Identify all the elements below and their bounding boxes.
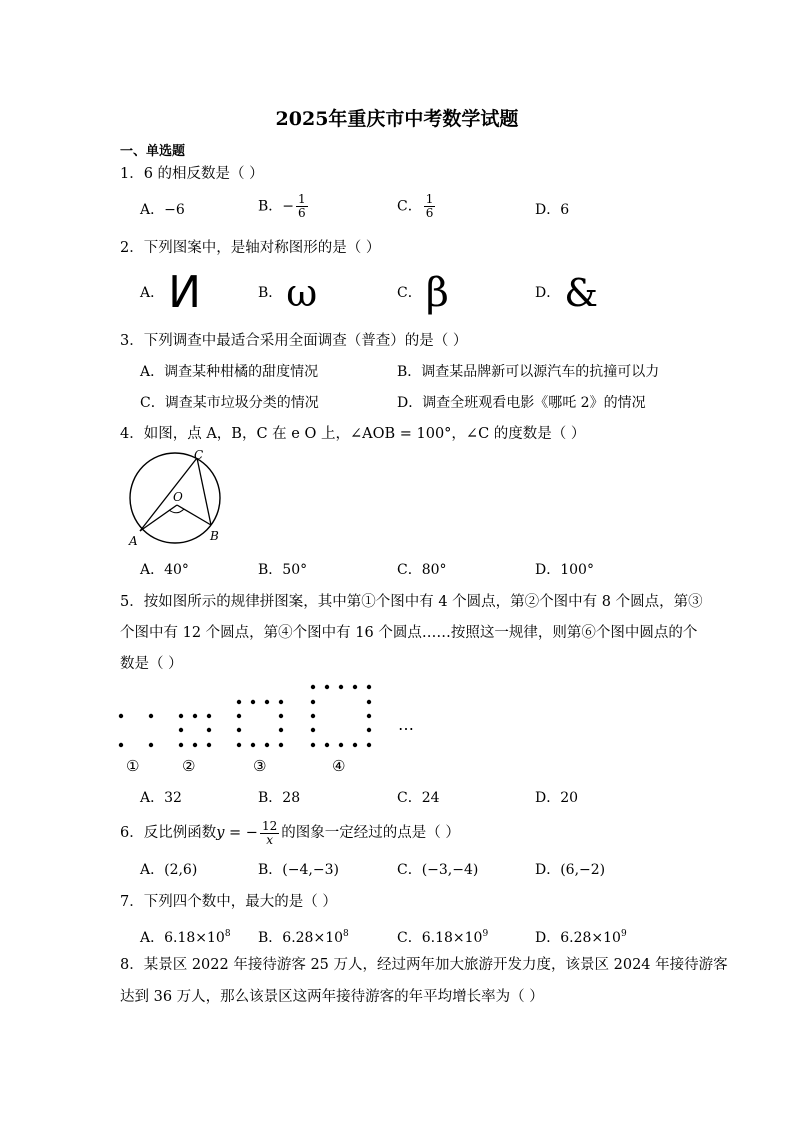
- segment-ob: [177, 505, 211, 525]
- dot: [193, 714, 197, 718]
- q5-option-d: D．20: [535, 790, 579, 806]
- dot: [279, 714, 283, 718]
- q1-option-c-prefix: C．: [397, 198, 422, 215]
- fraction-numerator: 1: [425, 192, 434, 206]
- q4-option-c: C．80°: [397, 562, 447, 578]
- dot-pattern-figure: [110, 680, 430, 755]
- q1-option-c: [397, 193, 437, 220]
- q3-option-c: C．调查某市垃圾分类的情况: [140, 395, 319, 411]
- dot: [367, 728, 371, 732]
- dot: [179, 714, 183, 718]
- dot: [149, 743, 153, 747]
- question-2-stem: 2．下列图案中，是轴对称图形的是（ ）: [120, 240, 381, 256]
- q7-option-b: [258, 924, 349, 948]
- question-7-stem: 7．下列四个数中，最大的是（ ）: [120, 894, 337, 910]
- fraction-denominator: 6: [298, 206, 306, 220]
- dot: [237, 714, 241, 718]
- dot: [367, 714, 371, 718]
- q7-option-d-base: D．6.28×10: [535, 930, 621, 946]
- dot: [237, 743, 241, 747]
- q7-option-d-exponent: 9: [620, 929, 627, 939]
- question-8-line-1: 8．某景区 2022 年接待游客 25 万人，经过两年加大旅游开发力度，该景区 2024 年接待游客: [120, 957, 728, 973]
- pattern-ellipsis: …: [398, 715, 414, 734]
- q4-option-d: D．100°: [535, 562, 594, 578]
- q1-option-a: A．−6: [140, 202, 185, 218]
- q7-option-c-base: C．6.18×10: [397, 930, 483, 946]
- dot: [311, 743, 315, 747]
- q1-option-b: [258, 193, 310, 220]
- dot: [353, 743, 357, 747]
- q1-option-b-prefix: B．−: [258, 198, 295, 215]
- dot: [325, 743, 329, 747]
- pattern-1: [119, 714, 153, 747]
- q6-stem-suffix: 的图象一定经过的点是（ ）: [281, 825, 460, 841]
- point-o-label: O: [173, 490, 183, 504]
- q2-option-c-label: C．: [397, 285, 422, 301]
- q7-option-d: [535, 924, 627, 948]
- q6-option-d: D．(6,−2): [535, 862, 606, 878]
- pattern-2: [179, 714, 211, 747]
- q7-option-a-exponent: 8: [224, 929, 231, 939]
- dot: [367, 700, 371, 704]
- dot: [149, 714, 153, 718]
- fraction-denominator: x: [266, 832, 273, 847]
- fraction-numerator: 1: [298, 192, 306, 206]
- point-a-label: A: [129, 534, 138, 548]
- q6-stem-prefix: 6．反比例函数: [120, 825, 217, 841]
- dot: [251, 743, 255, 747]
- beta-symbol-icon: β: [425, 270, 449, 316]
- dot: [311, 685, 315, 689]
- q6-option-b: B．(−4,−3): [258, 862, 339, 878]
- pattern-label-1: ①: [126, 757, 140, 775]
- dot: [339, 743, 343, 747]
- question-1-stem: 1．6 的相反数是（ ）: [120, 166, 264, 182]
- fraction-numerator: 12: [261, 818, 278, 833]
- q5-option-a: A．32: [140, 790, 182, 806]
- pattern-4: [311, 685, 371, 747]
- q2-option-b: [258, 267, 317, 319]
- dot: [311, 728, 315, 732]
- question-6-stem: [120, 816, 460, 850]
- q1-option-c-fraction: [424, 193, 436, 220]
- q7-option-c: [397, 924, 488, 948]
- q4-option-a: A．40°: [140, 562, 189, 578]
- q3-option-b: B．调查某品牌新可以源汽车的抗撞可以力: [397, 364, 660, 380]
- q7-option-b-base: B．6.28×10: [258, 930, 344, 946]
- dot: [179, 743, 183, 747]
- q2-option-d-label: D．: [535, 285, 561, 301]
- q2-option-b-label: B．: [258, 285, 283, 301]
- dot: [311, 714, 315, 718]
- question-5-line-1: 5．按如图所示的规律拼图案，其中第①个图中有 4 个圆点，第②个图中有 8 个圆点，第③: [120, 594, 703, 610]
- dot: [119, 743, 123, 747]
- q7-option-a: [140, 924, 231, 948]
- segment-ao: [140, 505, 177, 531]
- dot: [279, 728, 283, 732]
- pattern-label-3: ③: [253, 757, 267, 775]
- dot: [207, 714, 211, 718]
- dot: [311, 700, 315, 704]
- q6-function-fraction: [260, 820, 279, 847]
- q6-function-lhs: y = −: [216, 825, 258, 841]
- q1-option-d: D．6: [535, 202, 570, 218]
- q7-option-c-exponent: 9: [482, 929, 489, 939]
- q2-option-c: [397, 267, 449, 319]
- dot: [265, 743, 269, 747]
- q7-option-a-base: A．6.18×10: [140, 930, 225, 946]
- dot: [207, 728, 211, 732]
- dot: [279, 743, 283, 747]
- question-5-line-3: 数是（ ）: [120, 656, 183, 672]
- point-b-label: B: [210, 529, 219, 543]
- q5-option-b: B．28: [258, 790, 301, 806]
- circle-geometry-figure: [120, 448, 240, 552]
- omega-symbol-icon: ω: [286, 271, 318, 315]
- fraction-denominator: 6: [425, 206, 434, 220]
- dot: [353, 685, 357, 689]
- point-c-label: C: [194, 448, 204, 462]
- dot: [279, 700, 283, 704]
- reversed-n-symbol-icon: И: [168, 267, 202, 318]
- question-3-stem: 3．下列调查中最适合采用全面调查（普查）的是（ ）: [120, 333, 468, 349]
- dot: [237, 728, 241, 732]
- question-5-line-2: 个图中有 12 个圆点，第④个图中有 16 个圆点……按照这一规律，则第⑥个图中圆点的个: [120, 625, 698, 641]
- pattern-label-4: ④: [332, 757, 346, 775]
- q3-option-a: A．调查某种柑橘的甜度情况: [140, 364, 319, 380]
- pattern-3: [237, 700, 283, 747]
- segment-ac: [140, 458, 197, 531]
- dot: [367, 685, 371, 689]
- q7-option-b-exponent: 8: [343, 929, 349, 939]
- dot: [237, 700, 241, 704]
- section-heading: 一、单选题: [120, 144, 186, 159]
- page-title: 2025年重庆市中考数学试题: [275, 108, 519, 130]
- q2-option-a-label: A．: [140, 285, 165, 301]
- dot: [367, 743, 371, 747]
- dot: [251, 700, 255, 704]
- q2-option-d: [535, 267, 598, 319]
- dot: [179, 728, 183, 732]
- dot: [325, 685, 329, 689]
- question-4-stem: 4．如图，点 A，B，C 在 e O 上，∠AOB = 100°，∠C 的度数是（ ）: [120, 426, 586, 442]
- q3-option-d: D．调查全班观看电影《哪吒 2》的情况: [397, 395, 646, 411]
- pattern-label-2: ②: [182, 757, 196, 775]
- ampersand-symbol-icon: &: [564, 271, 599, 315]
- q5-option-c: C．24: [397, 790, 440, 806]
- dot: [119, 714, 123, 718]
- dot: [339, 685, 343, 689]
- q6-option-c: C．(−3,−4): [397, 862, 479, 878]
- q6-option-a: A．(2,6): [140, 862, 198, 878]
- q2-option-a: [140, 267, 201, 319]
- dot: [207, 743, 211, 747]
- q4-option-b: B．50°: [258, 562, 308, 578]
- question-8-line-2: 达到 36 万人，那么该景区这两年接待游客的年平均增长率为（ ）: [120, 989, 544, 1005]
- dot: [193, 743, 197, 747]
- q1-option-b-fraction: [296, 193, 308, 220]
- dot: [265, 700, 269, 704]
